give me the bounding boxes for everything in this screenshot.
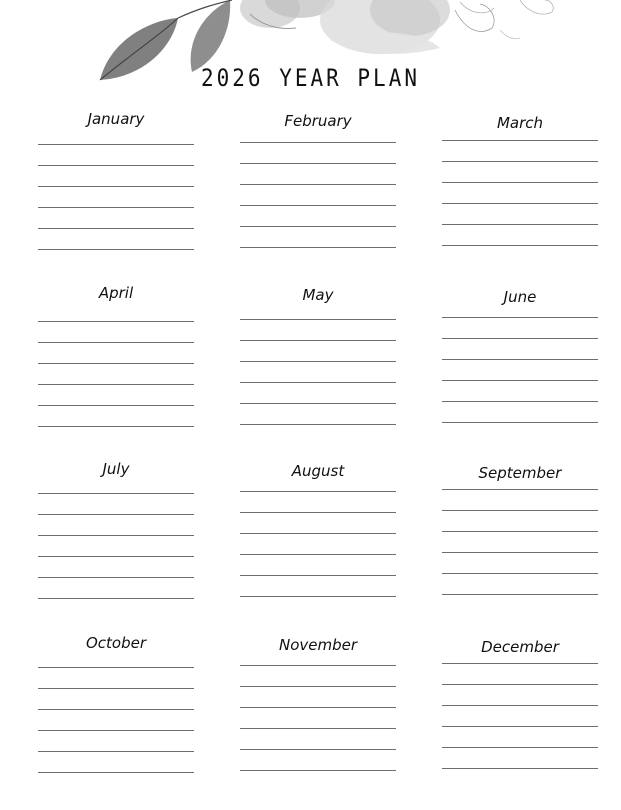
writing-line[interactable]	[442, 359, 598, 360]
writing-line[interactable]	[38, 730, 194, 731]
writing-line[interactable]	[240, 142, 396, 143]
writing-line[interactable]	[240, 340, 396, 341]
writing-line[interactable]	[240, 596, 396, 597]
writing-line[interactable]	[38, 186, 194, 187]
month-title: August	[291, 462, 345, 480]
writing-line[interactable]	[442, 161, 598, 162]
floral-decoration	[0, 0, 621, 110]
writing-line[interactable]	[240, 533, 396, 534]
writing-line[interactable]	[240, 319, 396, 320]
writing-line[interactable]	[240, 226, 396, 227]
month-title: January	[87, 110, 145, 128]
writing-line[interactable]	[442, 422, 598, 423]
sketch-flowers-right	[455, 0, 553, 39]
writing-line[interactable]	[442, 224, 598, 225]
writing-line[interactable]	[240, 491, 396, 492]
flower-cluster	[240, 0, 450, 54]
writing-line[interactable]	[442, 573, 598, 574]
writing-line[interactable]	[240, 665, 396, 666]
month-title: October	[85, 634, 147, 652]
writing-line[interactable]	[240, 554, 396, 555]
writing-line[interactable]	[38, 535, 194, 536]
writing-line[interactable]	[442, 594, 598, 595]
writing-line[interactable]	[240, 512, 396, 513]
writing-line[interactable]	[38, 493, 194, 494]
writing-line[interactable]	[240, 686, 396, 687]
writing-line[interactable]	[442, 768, 598, 769]
writing-line[interactable]	[442, 663, 598, 664]
writing-line[interactable]	[38, 207, 194, 208]
writing-line[interactable]	[38, 249, 194, 250]
writing-line[interactable]	[38, 772, 194, 773]
writing-line[interactable]	[240, 163, 396, 164]
writing-line[interactable]	[38, 688, 194, 689]
month-title: December	[481, 638, 559, 656]
writing-line[interactable]	[442, 317, 598, 318]
writing-line[interactable]	[38, 144, 194, 145]
writing-line[interactable]	[442, 747, 598, 748]
writing-line[interactable]	[38, 426, 194, 427]
page-title: 2026 YEAR PLAN	[200, 64, 420, 92]
writing-line[interactable]	[240, 205, 396, 206]
month-title: April	[98, 284, 134, 302]
writing-line[interactable]	[240, 770, 396, 771]
writing-line[interactable]	[442, 552, 598, 553]
writing-line[interactable]	[442, 401, 598, 402]
writing-line[interactable]	[38, 751, 194, 752]
writing-line[interactable]	[240, 707, 396, 708]
writing-line[interactable]	[240, 247, 396, 248]
writing-line[interactable]	[442, 531, 598, 532]
writing-line[interactable]	[240, 184, 396, 185]
month-title: July	[102, 460, 130, 478]
writing-line[interactable]	[442, 705, 598, 706]
writing-line[interactable]	[240, 728, 396, 729]
writing-line[interactable]	[240, 575, 396, 576]
writing-line[interactable]	[38, 165, 194, 166]
writing-line[interactable]	[38, 709, 194, 710]
writing-line[interactable]	[442, 140, 598, 141]
writing-line[interactable]	[442, 380, 598, 381]
month-title: November	[278, 636, 358, 654]
writing-line[interactable]	[38, 384, 194, 385]
month-title: June	[503, 288, 537, 306]
month-title: February	[284, 112, 352, 130]
writing-line[interactable]	[38, 598, 194, 599]
month-title: May	[302, 286, 334, 304]
writing-line[interactable]	[38, 405, 194, 406]
writing-line[interactable]	[38, 577, 194, 578]
month-title: September	[478, 464, 562, 482]
writing-line[interactable]	[442, 203, 598, 204]
writing-line[interactable]	[38, 667, 194, 668]
month-title: March	[496, 114, 544, 132]
writing-line[interactable]	[38, 321, 194, 322]
writing-line[interactable]	[38, 556, 194, 557]
writing-line[interactable]	[38, 228, 194, 229]
writing-line[interactable]	[442, 684, 598, 685]
writing-line[interactable]	[240, 361, 396, 362]
writing-line[interactable]	[442, 245, 598, 246]
writing-line[interactable]	[240, 403, 396, 404]
writing-line[interactable]	[38, 363, 194, 364]
writing-line[interactable]	[442, 510, 598, 511]
writing-line[interactable]	[442, 182, 598, 183]
writing-line[interactable]	[442, 338, 598, 339]
writing-line[interactable]	[240, 382, 396, 383]
writing-line[interactable]	[38, 342, 194, 343]
writing-line[interactable]	[38, 514, 194, 515]
writing-line[interactable]	[240, 749, 396, 750]
writing-line[interactable]	[442, 726, 598, 727]
writing-line[interactable]	[442, 489, 598, 490]
writing-line[interactable]	[240, 424, 396, 425]
